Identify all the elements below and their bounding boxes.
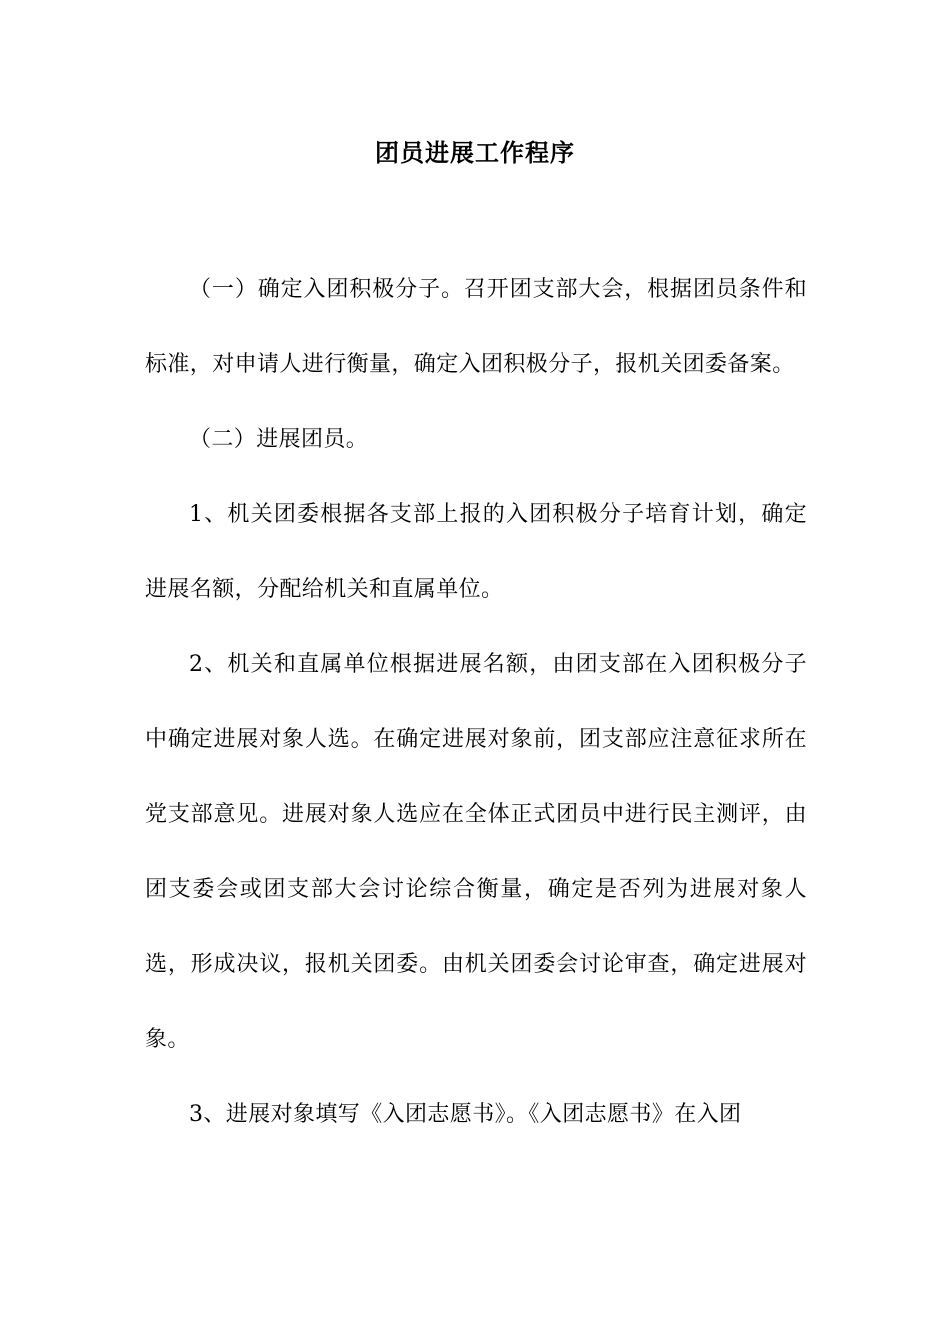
paragraph-3: 1、机关团委根据各支部上报的入团积极分子培育计划，确定进展名额，分配给机关和直属单位。: [145, 502, 807, 602]
page-title: 团员进展工作程序: [375, 139, 575, 167]
document-body: [145, 252, 807, 1152]
paragraph-5: 3、进展对象填写《入团志愿书》。《入团志愿书》在入团: [189, 1102, 742, 1127]
paragraph-4: 2、机关和直属单位根据进展名额，由团支部在入团积极分子中确定进展对象人选。在确定进展对象前，团支部应注意征求所在党支部意见。进展对象人选应在全体正式团员中进行民主测评，由团支委会或团支部大会讨论综合衡量，确定是否列为进展对象人选，形成决议，报机关团委。由机关团委会讨论审查，确定进展对象。: [145, 652, 807, 1052]
paragraph-2: （二）进展团员。: [189, 427, 369, 452]
paragraph-1: （一）确定入团积极分子。召开团支部大会，根据团员条件和标准，对申请人进行衡量，确定入团积极分子，报机关团委备案。: [145, 277, 807, 377]
